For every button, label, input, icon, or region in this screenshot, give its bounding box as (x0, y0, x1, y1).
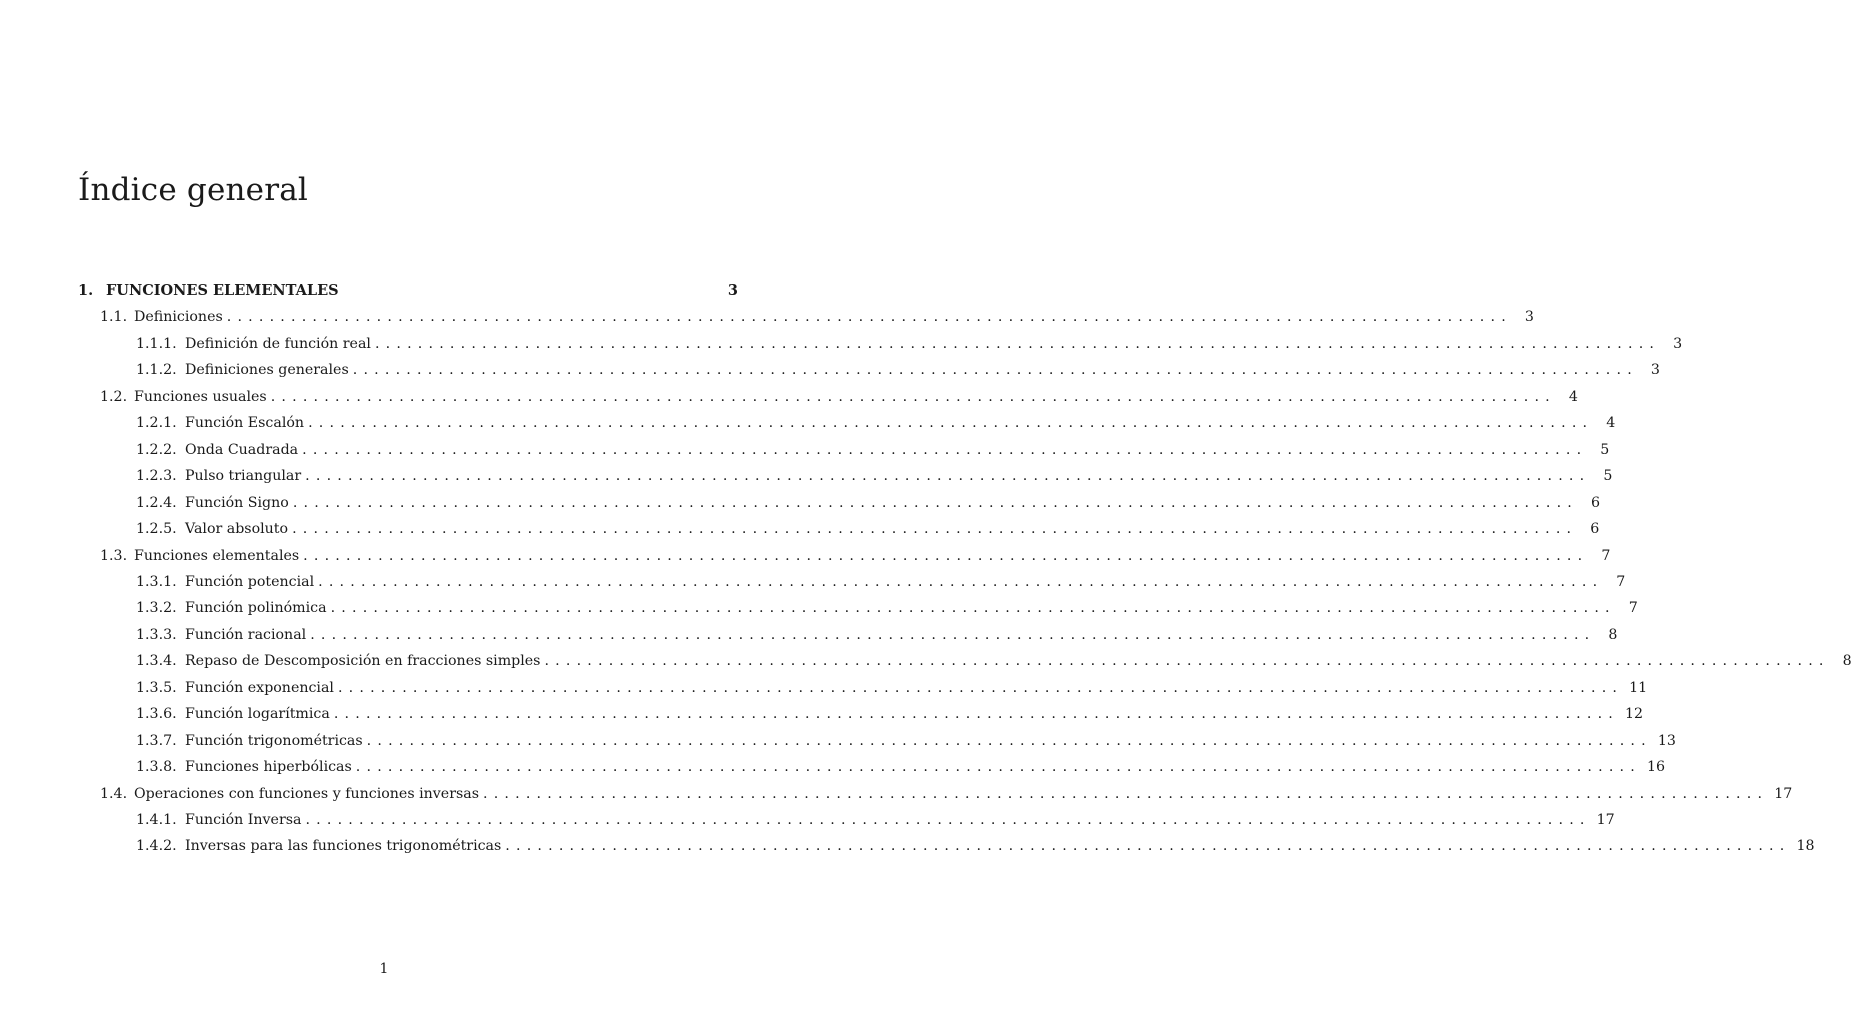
dot-leader: ........................................................................................................................ (544, 653, 1830, 670)
dot-leader: ........................................................................................................................ (333, 706, 1620, 723)
toc-entry-number: 1.1.1. (136, 335, 177, 352)
dot-leader: ........................................................................................................................ (302, 441, 1588, 458)
toc-entry-label: Funciones hiperbólicas (185, 759, 352, 776)
toc-subsection-entry[interactable] (136, 598, 1638, 618)
toc-entry-page: 6 (1590, 521, 1600, 538)
toc-section-entry[interactable] (100, 307, 1534, 327)
dot-leader: ........................................................................................................................ (303, 547, 1589, 564)
toc-subsection-entry[interactable] (136, 651, 1852, 671)
toc-entry-number: 1.3.7. (136, 732, 177, 749)
toc-entry-label: Definiciones (134, 309, 223, 326)
toc-entry-label: Valor absoluto (185, 521, 289, 538)
page-title: Índice general (78, 172, 309, 208)
toc-entry-number: 1.3. (100, 547, 128, 564)
toc-entry-label: Pulso triangular (185, 468, 302, 485)
toc-subsection-entry[interactable] (136, 334, 1683, 354)
dot-leader: ........................................................................................................................ (337, 679, 1624, 696)
toc-entry-page: 3 (1650, 362, 1660, 379)
dot-leader: ........................................................................................................................ (310, 626, 1596, 643)
toc-entry-number: 1.3.4. (136, 653, 177, 670)
toc-subsection-entry[interactable] (136, 757, 1666, 777)
toc-entry-number: 1.3.1. (136, 573, 177, 590)
dot-leader: ........................................................................................................................ (505, 838, 1791, 855)
dot-leader: ........................................................................................................................ (305, 468, 1591, 485)
toc-section-entry[interactable] (100, 387, 1578, 407)
toc-entry-page: 5 (1603, 468, 1613, 485)
dot-leader: ........................................................................................................................ (352, 362, 1638, 379)
toc-entry-label: Función polinómica (185, 600, 327, 617)
toc-subsection-entry[interactable] (136, 704, 1644, 724)
toc-entry-label: Funciones elementales (134, 547, 300, 564)
toc-subsection-entry[interactable] (136, 810, 1615, 830)
dot-leader: ........................................................................................................................ (483, 785, 1769, 802)
toc-entry-number: 1.1.2. (136, 362, 177, 379)
toc-entry-page: 4 (1606, 415, 1616, 432)
toc-entry-number: 1.4.2. (136, 838, 177, 855)
toc-entry-number: 1.4.1. (136, 812, 177, 828)
toc-entry-number: 1.2.4. (136, 494, 177, 511)
toc-subsection-entry[interactable] (136, 678, 1648, 698)
toc-entry-label: Onda Cuadrada (185, 441, 299, 458)
toc-subsection-entry[interactable] (136, 625, 1618, 645)
dot-leader: ........................................................................................................................ (374, 335, 1661, 352)
dot-leader: ........................................................................................................................ (305, 812, 1591, 828)
toc-subsection-entry[interactable] (136, 836, 1815, 856)
toc-entry-label: Función racional (185, 626, 307, 643)
toc-entry-page: 6 (1590, 494, 1600, 511)
toc-subsection-entry[interactable] (136, 413, 1616, 433)
dot-leader: ........................................................................................................................ (308, 415, 1594, 432)
toc-section-entry[interactable] (100, 546, 1611, 566)
toc-entry-number: 1.3.6. (136, 706, 177, 723)
toc-entry-label: Función logarítmica (185, 706, 330, 723)
toc-entry-number: 1.3.8. (136, 759, 177, 776)
dot-leader: ........................................................................................................................ (292, 521, 1578, 538)
toc-entry-label: Operaciones con funciones y funciones inversas (134, 785, 479, 802)
toc-entry-page: 7 (1616, 573, 1626, 590)
toc-entry-page: 4 (1568, 388, 1578, 405)
dot-leader: ........................................................................................................................ (318, 573, 1604, 590)
toc-subsection-entry[interactable] (136, 519, 1600, 539)
toc-entry-label: Función exponencial (185, 679, 334, 696)
toc-entry-label: FUNCIONES ELEMENTALES (106, 282, 339, 299)
toc-entry-page: 3 (1524, 309, 1534, 326)
toc-entry-page: 16 (1646, 759, 1666, 776)
toc-entry-number: 1.2.3. (136, 468, 177, 485)
toc-entry-page: 17 (1774, 785, 1793, 802)
dot-leader: ........................................................................................................................ (355, 759, 1641, 776)
toc-entry-label: Función Escalón (185, 415, 305, 432)
toc-entry-page: 7 (1628, 600, 1638, 617)
dot-leader: ........................................................................................................................ (292, 494, 1578, 511)
toc-entry-number: 1.4. (100, 785, 128, 802)
toc-entry-number: 1.3.2. (136, 600, 177, 617)
toc-entry-label: Función potencial (185, 573, 315, 590)
toc-entry-label: Repaso de Descomposición en fracciones simples (185, 653, 541, 670)
toc-entry-number: 1. (78, 282, 94, 299)
toc-entry-page: 11 (1629, 679, 1648, 696)
toc-entry-number: 1.2.5. (136, 521, 177, 538)
toc-entry-page: 5 (1600, 441, 1610, 458)
toc-entry-page: 13 (1657, 732, 1676, 749)
toc-entry-number: 1.3.3. (136, 626, 177, 643)
page-number: 1 (379, 961, 389, 977)
dot-leader: ........................................................................................................................ (330, 600, 1616, 617)
toc-entry-page: 12 (1625, 706, 1644, 723)
toc-entry-number: 1.3.5. (136, 679, 177, 696)
toc-entry-number: 1.2.2. (136, 441, 177, 458)
toc-entry-label: Funciones usuales (134, 388, 267, 405)
toc-entry-label: Definición de función real (185, 335, 371, 352)
toc-subsection-entry[interactable] (136, 466, 1613, 486)
toc-entry-page: 8 (1842, 653, 1852, 670)
toc-chapter-entry[interactable] (78, 281, 738, 301)
toc-entry-page: 3 (727, 282, 738, 299)
toc-entry-label: Función trigonométricas (185, 732, 363, 749)
toc-section-entry[interactable] (100, 784, 1793, 804)
toc-entry-label: Función Inversa (185, 812, 302, 828)
toc-subsection-entry[interactable] (136, 360, 1660, 380)
toc-entry-number: 1.2. (100, 388, 128, 405)
dot-leader: ........................................................................................................................ (366, 732, 1652, 749)
toc-entry-label: Función Signo (185, 494, 289, 511)
toc-subsection-entry[interactable] (136, 493, 1600, 513)
toc-entry-page: 7 (1601, 547, 1611, 564)
toc-entry-page: 18 (1796, 838, 1815, 855)
toc-entry-number: 1.2.1. (136, 415, 177, 432)
toc-entry-page: 8 (1608, 626, 1618, 643)
dot-leader: ........................................................................................................................ (226, 309, 1512, 326)
toc-entry-label: Definiciones generales (185, 362, 349, 379)
toc-subsection-entry[interactable] (136, 440, 1610, 460)
dot-leader: ........................................................................................................................ (270, 388, 1556, 405)
toc-entry-label: Inversas para las funciones trigonométricas (185, 838, 502, 855)
toc-entry-number: 1.1. (100, 309, 128, 326)
toc-subsection-entry[interactable] (136, 731, 1676, 751)
toc-entry-page: 17 (1596, 812, 1615, 828)
toc-entry-page: 3 (1673, 335, 1683, 352)
toc-subsection-entry[interactable] (136, 572, 1626, 592)
